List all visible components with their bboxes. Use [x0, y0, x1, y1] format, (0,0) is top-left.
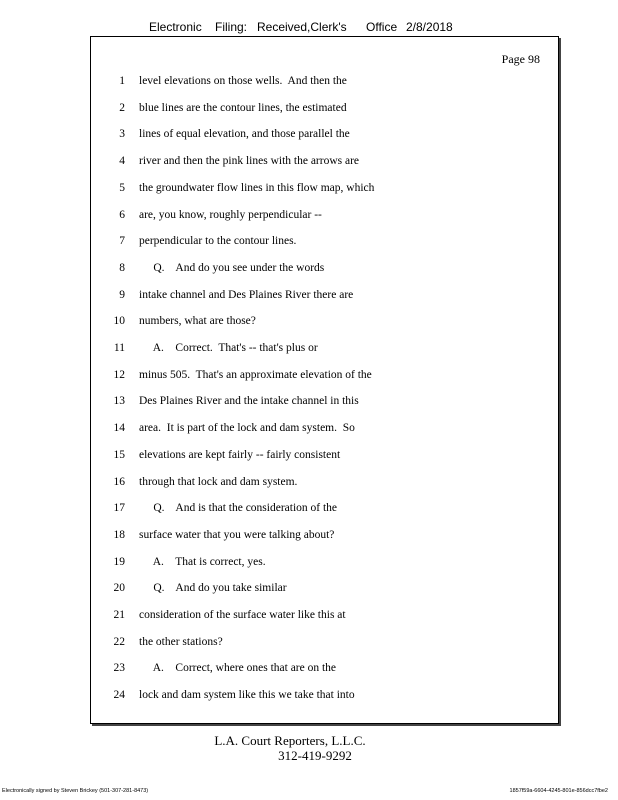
line-text: area. It is part of the lock and dam system. So: [139, 422, 355, 435]
transcript-line: [91, 311, 558, 331]
line-text: blue lines are the contour lines, the estimated: [139, 101, 347, 114]
line-number: 24: [113, 689, 125, 702]
line-number: 8: [119, 261, 125, 274]
line-text: elevations are kept fairly -- fairly consistent: [139, 448, 341, 461]
line-text: lines of equal elevation, and those parallel the: [139, 128, 350, 141]
transcript-line: [91, 498, 558, 518]
court-reporter-firm: L.A. Court Reporters, L.L.C.: [214, 733, 366, 748]
line-text: A. That is correct, yes.: [139, 555, 266, 568]
line-text: surface water that you were talking about?: [139, 528, 335, 541]
transcript-page-frame: [90, 36, 559, 724]
filing-stamp-word: Filing:: [215, 20, 248, 34]
line-number: 4: [119, 155, 125, 168]
transcript-line: [91, 98, 558, 118]
transcript-line: [91, 632, 558, 652]
transcript-line: [91, 685, 558, 705]
line-number: 17: [113, 502, 125, 515]
line-text: river and then the pink lines with the arrows are: [139, 155, 360, 168]
line-number: 18: [113, 528, 125, 541]
transcript-line: [91, 658, 558, 678]
line-text: lock and dam system like this we take that into: [139, 689, 355, 702]
transcript-line: [91, 178, 558, 198]
line-number: 16: [113, 475, 125, 488]
line-number: 23: [113, 662, 125, 675]
document-hash: 1857f59a-6604-4245-801e-856dcc7fbe2: [509, 788, 608, 794]
line-text: Q. And do you see under the words: [139, 261, 325, 274]
transcript-line: [91, 124, 558, 144]
line-number: 14: [113, 422, 125, 435]
line-text: A. Correct, where ones that are on the: [139, 662, 337, 675]
line-number: 3: [119, 128, 125, 141]
transcript-line: [91, 472, 558, 492]
line-number: 11: [113, 342, 125, 354]
line-number: 19: [113, 555, 125, 568]
transcript-line: [91, 258, 558, 278]
line-text: Q. And is that the consideration of the: [139, 502, 338, 515]
transcript-line: [91, 365, 558, 385]
line-number: 1: [119, 75, 125, 87]
transcript-line: [91, 231, 558, 251]
line-text: the other stations?: [139, 635, 223, 648]
line-number: 22: [113, 635, 125, 648]
filing-stamp-word: 2/8/2018: [406, 20, 453, 34]
line-number: 13: [113, 395, 125, 408]
transcript-line: [91, 205, 558, 225]
line-number: 5: [119, 181, 125, 194]
page-number: Page 98: [501, 52, 540, 66]
line-text: Des Plaines River and the intake channel in this: [139, 395, 359, 408]
transcript-line: [91, 552, 558, 572]
transcript-line: [91, 71, 558, 91]
line-number: 10: [113, 315, 125, 328]
line-number: 21: [113, 609, 125, 621]
transcript-line: [91, 338, 558, 358]
line-number: 20: [113, 582, 125, 595]
line-text: numbers, what are those?: [139, 315, 256, 328]
line-number: 12: [113, 368, 125, 381]
transcript-line: [91, 578, 558, 598]
transcript-line: [91, 525, 558, 545]
line-number: 7: [119, 235, 125, 248]
court-reporter-phone: 312-419-9292: [278, 748, 352, 763]
line-number: 6: [119, 208, 125, 221]
line-text: the groundwater flow lines in this flow map, which: [139, 181, 375, 194]
line-text: are, you know, roughly perpendicular --: [139, 208, 322, 221]
filing-stamp-word: Electronic: [149, 20, 202, 34]
transcript-line: [91, 151, 558, 171]
line-text: perpendicular to the contour lines.: [139, 235, 297, 248]
line-text: level elevations on those wells. And then the: [139, 75, 347, 87]
line-number: 9: [119, 288, 125, 301]
line-text: consideration of the surface water like this at: [139, 609, 346, 621]
transcript-line: [91, 285, 558, 305]
transcript-line: [91, 418, 558, 438]
transcript-line: [91, 605, 558, 625]
filing-stamp-word: Received,Clerk's: [257, 20, 347, 34]
line-text: intake channel and Des Plaines River there are: [139, 288, 354, 301]
transcript-line: [91, 445, 558, 465]
line-text: minus 505. That's an approximate elevation of the: [139, 368, 372, 381]
filing-stamp-word: Office: [366, 20, 398, 34]
transcript-line: [91, 391, 558, 411]
electronic-signature-note: Electronically signed by Steven Brickey (501-307-281-8473): [2, 788, 149, 794]
line-number: 15: [113, 448, 125, 461]
line-number: 2: [119, 101, 125, 114]
line-text: Q. And do you take similar: [139, 582, 287, 595]
line-text: through that lock and dam system.: [139, 475, 298, 488]
line-text: A. Correct. That's -- that's plus or: [139, 342, 318, 354]
